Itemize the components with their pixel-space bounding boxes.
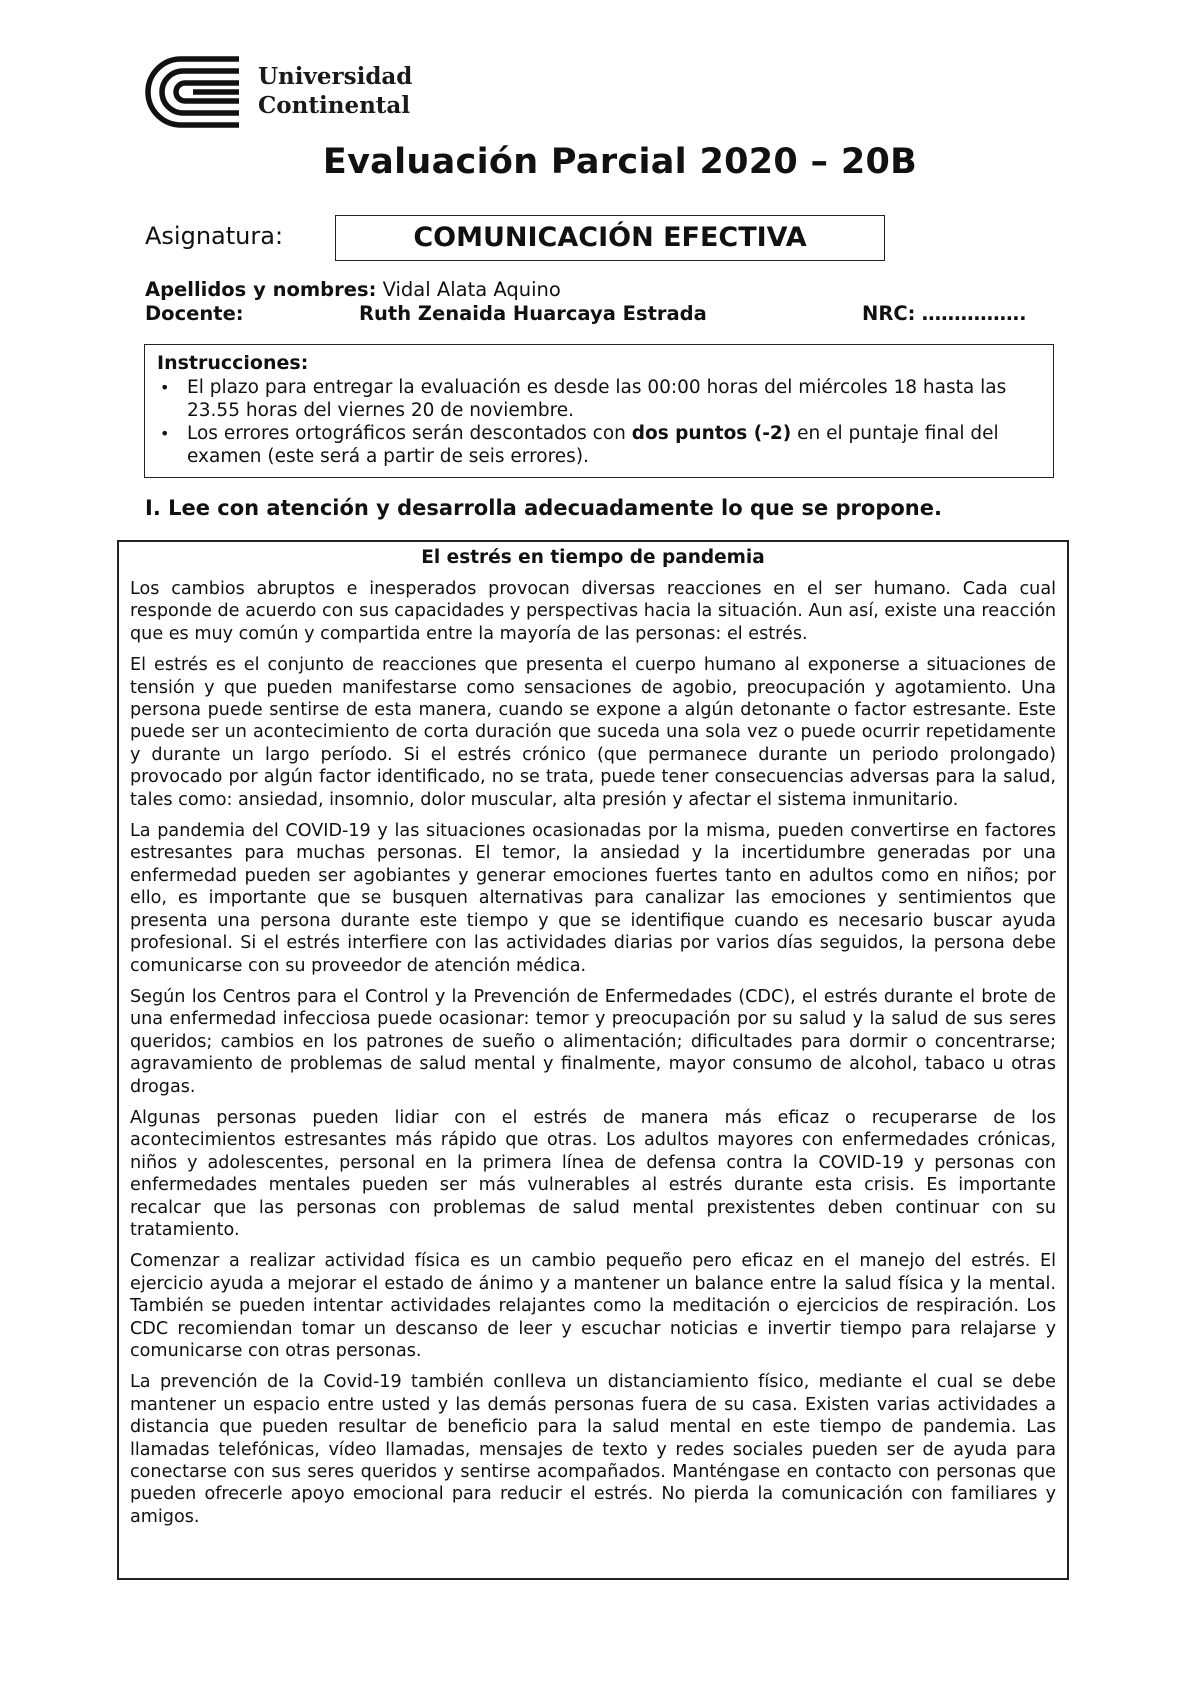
page-title: Evaluación Parcial 2020 – 20B — [322, 142, 918, 182]
student-names-value: Vidal Alata Aquino — [382, 278, 561, 301]
teacher-value: Ruth Zenaida Huarcaya Estrada — [359, 302, 707, 325]
logo-line-2: Continental — [258, 92, 411, 119]
subject-value: COMUNICACIÓN EFECTIVA — [335, 215, 885, 261]
instructions-box — [144, 344, 1054, 478]
nrc-label: NRC: — [862, 302, 916, 325]
reading-paragraph: El estrés es el conjunto de reacciones que presenta el cuerpo humano al exponerse a situaciones de tensión y que pueden manifestarse como sensaciones de agobio, preocupación y agotamiento. Una persona puede sentirse de esta manera, cuando se expone a algún detonante o factor estresante. Este puede ser un acontecimiento de corta duración que suceda una sola vez o puede ocurrir repetidamente y durante un largo período. Si el estrés crónico (que permanece durante un periodo prolongado) provocado por algún factor identificado, no se trata, puede tener consecuencias adversas para la salud, tales como: ansiedad, insomnio, dolor muscular, alta presión y afectar el sistema inmunitario. — [130, 655, 1056, 810]
student-names-row — [145, 278, 561, 301]
instruction-item-2: • Los errores ortográficos serán descontados con dos puntos (-2) en el puntaje final del examen (este será a partir de seis errores). — [187, 422, 1041, 468]
reading-paragraph: La pandemia del COVID-19 y las situaciones ocasionadas por la misma, pueden convertirse en factores estresantes para muchas personas. El temor, la ansiedad y la incertidumbre generadas por una enfermedad pueden ser agobiantes y generar emociones fuertes tanto en adultos como en niños; por ello, es importante que se busquen alternativas para canalizar las emociones y sentimientos que presenta una persona durante este tiempo y que se identifique cuando es necesario buscar ayuda profesional. Si el estrés interfiere con las actividades diarias por varios días seguidos, la persona debe comunicarse con su proveedor de atención médica. — [130, 821, 1056, 976]
reading-paragraph: La prevención de la Covid-19 también conlleva un distanciamiento físico, mediante el cual se debe mantener un espacio entre usted y las demás personas fuera de su casa. Existen varias actividades a distancia que pueden resultar de beneficio para la salud mental en este tiempo de pandemia. Las llamadas telefónicas, vídeo llamadas, mensajes de texto y redes sociales pueden ser de ayuda para conectarse con sus seres queridos y sentirse acompañados. Manténgase en contacto con personas que pueden ofrecerle apoyo emocional para reducir el estrés. No pierda la comunicación con familiares y amigos. — [130, 1372, 1056, 1527]
reading-paragraph: Según los Centros para el Control y la Prevención de Enfermedades (CDC), el estrés durante el brote de una enfermedad infecciosa puede ocasionar: temor y preocupación por su salud y la salud de sus seres queridos; cambios en los patrones de sueño o alimentación; dificultades para dormir o concentrarse; agravamiento de problemas de salud mental y finalmente, mayor consumo de alcohol, tabaco u otras drogas. — [130, 986, 1056, 1097]
section-heading: I. Lee con atención y desarrolla adecuadamente lo que se propone. — [145, 496, 942, 520]
instructions-heading: Instrucciones: — [157, 352, 309, 374]
reading-box — [117, 540, 1069, 1580]
instruction-item-1: • El plazo para entregar la evaluación es desde las 00:00 horas del miércoles 18 hasta las 23.55 horas del viernes 20 de noviembre. — [187, 376, 1041, 422]
teacher-label: Docente: — [145, 302, 244, 325]
nrc-field — [862, 302, 1027, 325]
logo-wordmark — [258, 62, 412, 120]
university-logo-icon — [143, 54, 243, 130]
reading-title: El estrés en tiempo de pandemia — [421, 547, 765, 568]
logo-line-1: Universidad — [258, 63, 413, 90]
reading-paragraph: Algunas personas pueden lidiar con el estrés de manera más eficaz o recuperarse de los acontecimientos estresantes más rápido que otras. Los adultos mayores con enfermedades crónicas, niños y adolescentes, personal en la primera línea de defensa contra la COVID-19 y personas con enfermedades mentales pueden ser más vulnerables al estrés durante esta crisis. Es importante recalcar que las personas con problemas de salud mental prexistentes deben continuar con su tratamiento. — [130, 1107, 1056, 1240]
reading-paragraph: Los cambios abruptos e inesperados provocan diversas reacciones en el ser humano. Cada cual responde de acuerdo con sus capacidades y perspectivas hacia la situación. Aun así, existe una reacción que es muy común y compartida entre la mayoría de las personas: el estrés. — [130, 579, 1056, 644]
subject-label: Asignatura: — [145, 222, 284, 250]
nrc-value: ……………. — [921, 302, 1027, 325]
student-names-label: Apellidos y nombres: — [145, 278, 377, 301]
university-logo — [143, 54, 433, 132]
instructions-list — [157, 376, 1041, 468]
reading-paragraph: Comenzar a realizar actividad física es un cambio pequeño pero eficaz en el manejo del estrés. El ejercicio ayuda a mejorar el estado de ánimo y a mantener un balance entre la salud física y la mental. También se pueden intentar actividades relajantes como la meditación o ejercicios de respiración. Los CDC recomiendan tomar un descanso de leer y escuchar noticias e invertir tiempo para relajarse y comunicarse con otras personas. — [130, 1251, 1056, 1361]
